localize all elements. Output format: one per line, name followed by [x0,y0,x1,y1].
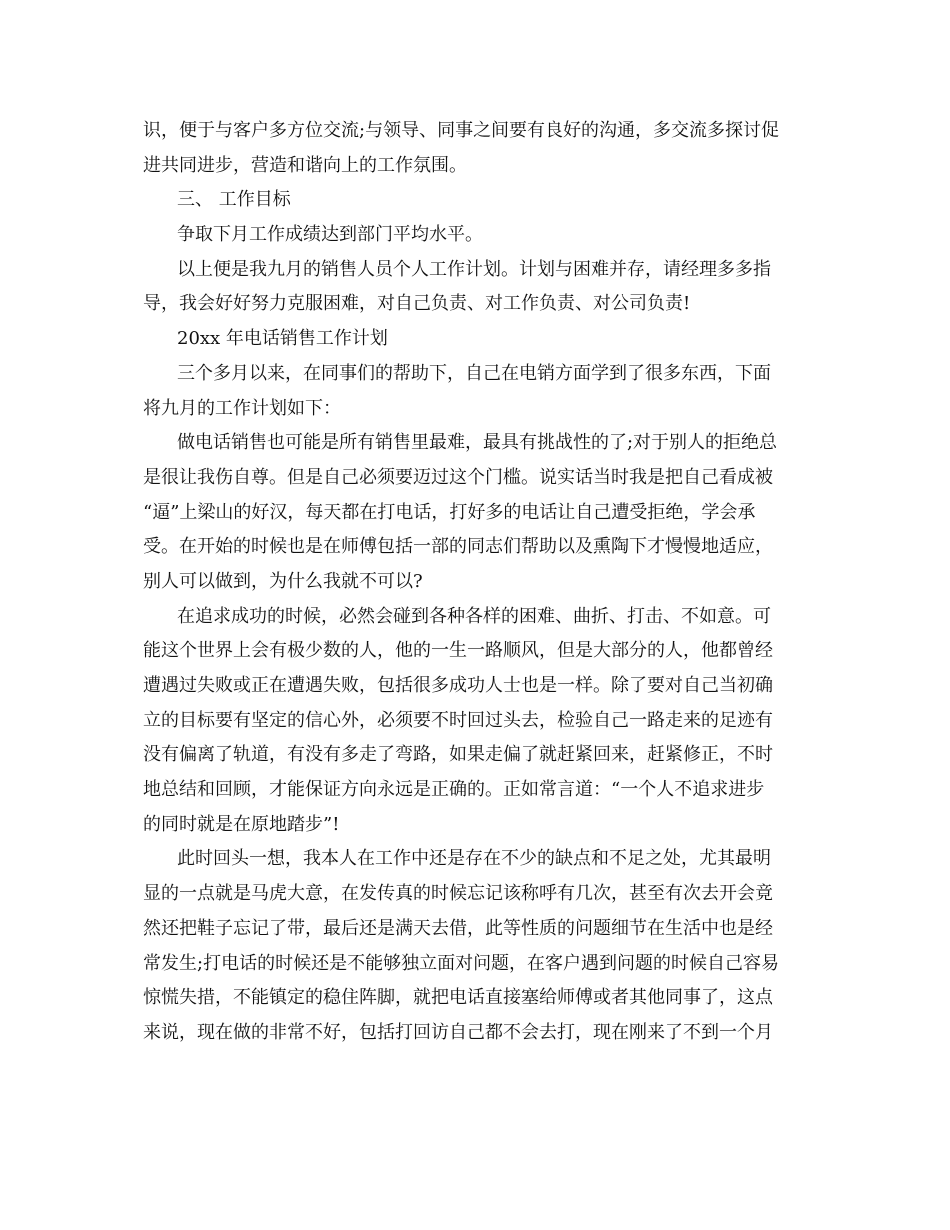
text-line: 以上便是我九月的销售人员个人工作计划。计划与困难并存，请经理多多指 [177,258,771,280]
text-line: 惊慌失措，不能镇定的稳住阵脚，就把电话直接塞给师傅或者其他同事了，这点 [143,987,773,1009]
text-line: 的同时就是在原地踏步”! [143,813,340,835]
text-line: 别人可以做到，为什么我就不可以? [143,570,423,592]
text-line: 进共同进步，营造和谐向上的工作氛围。 [143,154,467,176]
document-body [143,114,811,1051]
plan-title: 20xx 年电话销售工作计划 [177,328,388,350]
text-line: 做电话销售也可能是所有销售里最难，最具有挑战性的了;对于别人的拒绝总 [177,432,778,454]
text-line: 将九月的工作计划如下： [143,397,341,419]
text-line: “逼”上梁山的好汉，每天都在打电话，打好多的电话让自己遭受拒绝，学会承 [143,501,756,523]
text-line: 在追求成功的时候，必然会碰到各种各样的困难、曲折、打击、不如意。可 [177,605,771,627]
text-line: 地总结和回顾，才能保证方向永远是正确的。正如常言道：“一个人不追求进步 [143,779,765,801]
text-line: 显的一点就是马虎大意，在发传真的时候忘记该称呼有几次，甚至有次去开会竟 [143,883,773,905]
text-line: 三个多月以来，在同事们的帮助下，自己在电销方面学到了很多东西，下面 [177,362,771,384]
text-line: 此时回头一想，我本人在工作中还是存在不少的缺点和不足之处，尤其最明 [177,848,771,870]
text-line: 争取下月工作成绩达到部门平均水平。 [177,224,483,246]
text-line: 受。在开始的时候也是在师傅包括一部的同志们帮助以及熏陶下才慢慢地适应， [143,536,773,558]
text-line: 能这个世界上会有极少数的人，他的一生一路顺风，但是大部分的人，他都曾经 [143,640,773,662]
text-line: 没有偏离了轨道，有没有多走了弯路，如果走偏了就赶紧回来，赶紧修正，不时 [143,744,773,766]
text-line: 然还把鞋子忘记了带，最后还是满天去借，此等性质的问题细节在生活中也是经 [143,917,773,939]
text-line: 遭遇过失败或正在遭遇失败，包括很多成功人士也是一样。除了要对自己当初确 [143,675,773,696]
text-line: 是很让我伤自尊。但是自己必须要迈过这个门槛。说实话当时我是把自己看成被 [143,466,773,488]
text-line: 导，我会好好努力克服困难，对自己负责、对工作负责、对公司负责! [143,293,691,315]
text-line: 来说，现在做的非常不好，包括打回访自己都不会去打，现在刚来了不到一个月 [143,1021,773,1043]
section-heading: 三、 工作目标 [177,189,291,211]
text-line: 识，便于与客户多方位交流;与领导、同事之间要有良好的沟通，多交流多探讨促 [143,120,780,141]
text-line: 立的目标要有坚定的信心外，必须要不时回过头去，检验自己一路走来的足迹有 [143,709,773,731]
text-line: 常发生;打电话的时候还是不能够独立面对问题，在客户遇到问题的时候自己容易 [143,952,780,974]
